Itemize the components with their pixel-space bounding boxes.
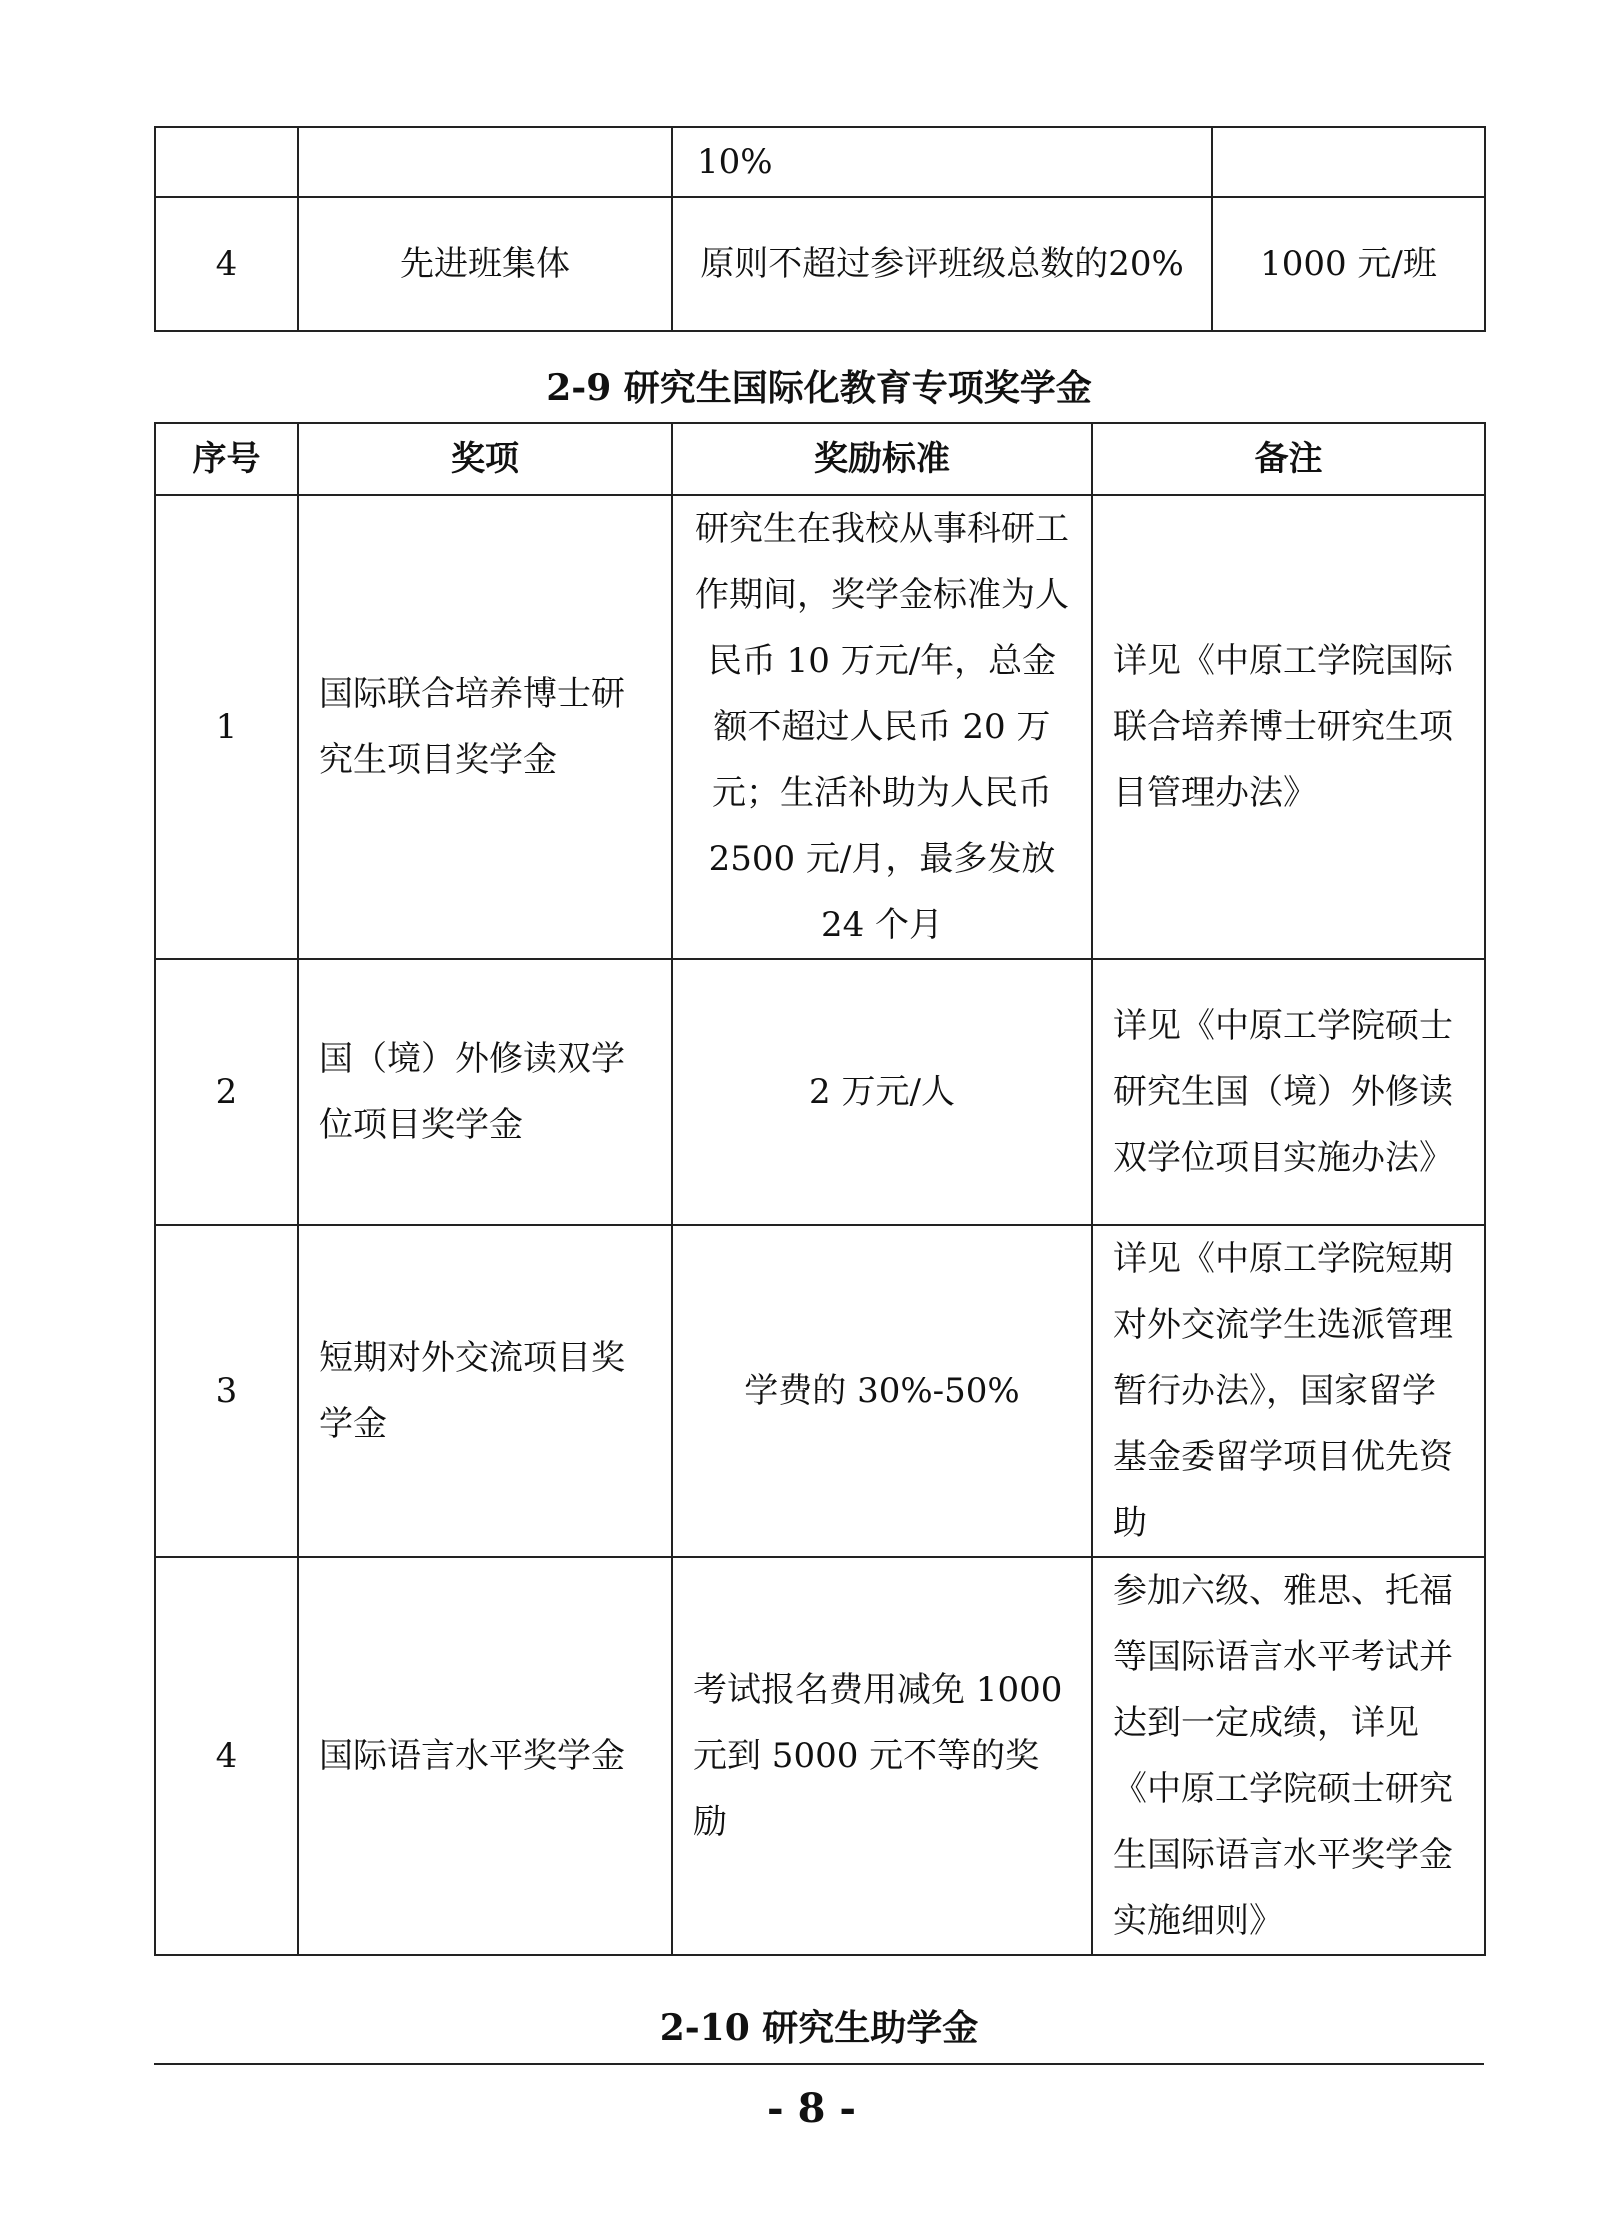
- cell-no: 3: [155, 1225, 298, 1557]
- cell-no: [155, 127, 298, 197]
- cell-no: 1: [155, 495, 298, 959]
- previous-table-continuation: [154, 126, 1486, 332]
- header-standard: 奖励标准: [672, 423, 1092, 495]
- table-row: [155, 1225, 1485, 1557]
- table-row: [155, 495, 1485, 959]
- cell-item: [298, 127, 672, 197]
- cell-amount: [1212, 127, 1485, 197]
- cell-note: 详见《中原工学院短期对外交流学生选派管理暂行办法》，国家留学基金委留学项目优先资助: [1092, 1225, 1485, 1557]
- section-title: 2-9 研究生国际化教育专项奖学金: [546, 367, 1092, 409]
- table-row: [155, 197, 1485, 331]
- cell-note: 参加六级、雅思、托福等国际语言水平考试并达到一定成绩，详见《中原工学院硕士研究生国际语言水平奖学金实施细则》: [1092, 1557, 1485, 1955]
- cell-standard: 研究生在我校从事科研工作期间，奖学金标准为人民币 10 万元/年，总金额不超过人民币 20 万元；生活补助为人民币 2500 元/月，最多发放 24 个月: [672, 495, 1092, 959]
- header-item: 奖项: [298, 423, 672, 495]
- footer-divider: [154, 2063, 1484, 2065]
- table-row: [155, 959, 1485, 1225]
- section-title: 2-10 研究生助学金: [659, 2007, 979, 2049]
- header-no: 序号: [155, 423, 298, 495]
- cell-standard: 2 万元/人: [672, 959, 1092, 1225]
- cell-item: 国际联合培养博士研究生项目奖学金: [298, 495, 672, 959]
- table-header-row: [155, 423, 1485, 495]
- cell-standard: 考试报名费用减免 1000 元到 5000 元不等的奖励: [672, 1557, 1092, 1955]
- cell-ratio: 原则不超过参评班级总数的20%: [672, 197, 1212, 331]
- table-row: [155, 127, 1485, 197]
- scholarship-table: [154, 422, 1486, 1956]
- cell-item: 国际语言水平奖学金: [298, 1557, 672, 1955]
- cell-standard: 学费的 30%-50%: [672, 1225, 1092, 1557]
- cell-item: 国（境）外修读双学位项目奖学金: [298, 959, 672, 1225]
- cell-item: 先进班集体: [298, 197, 672, 331]
- cell-note: 详见《中原工学院国际联合培养博士研究生项目管理办法》: [1092, 495, 1485, 959]
- table-row: [155, 1557, 1485, 1955]
- page-number: - 8 -: [767, 2085, 856, 2132]
- cell-item: 短期对外交流项目奖学金: [298, 1225, 672, 1557]
- cell-amount: 1000 元/班: [1212, 197, 1485, 331]
- header-note: 备注: [1092, 423, 1485, 495]
- cell-ratio: 10%: [672, 127, 1212, 197]
- cell-no: 4: [155, 197, 298, 331]
- cell-note: 详见《中原工学院硕士研究生国（境）外修读双学位项目实施办法》: [1092, 959, 1485, 1225]
- cell-no: 2: [155, 959, 298, 1225]
- cell-no: 4: [155, 1557, 298, 1955]
